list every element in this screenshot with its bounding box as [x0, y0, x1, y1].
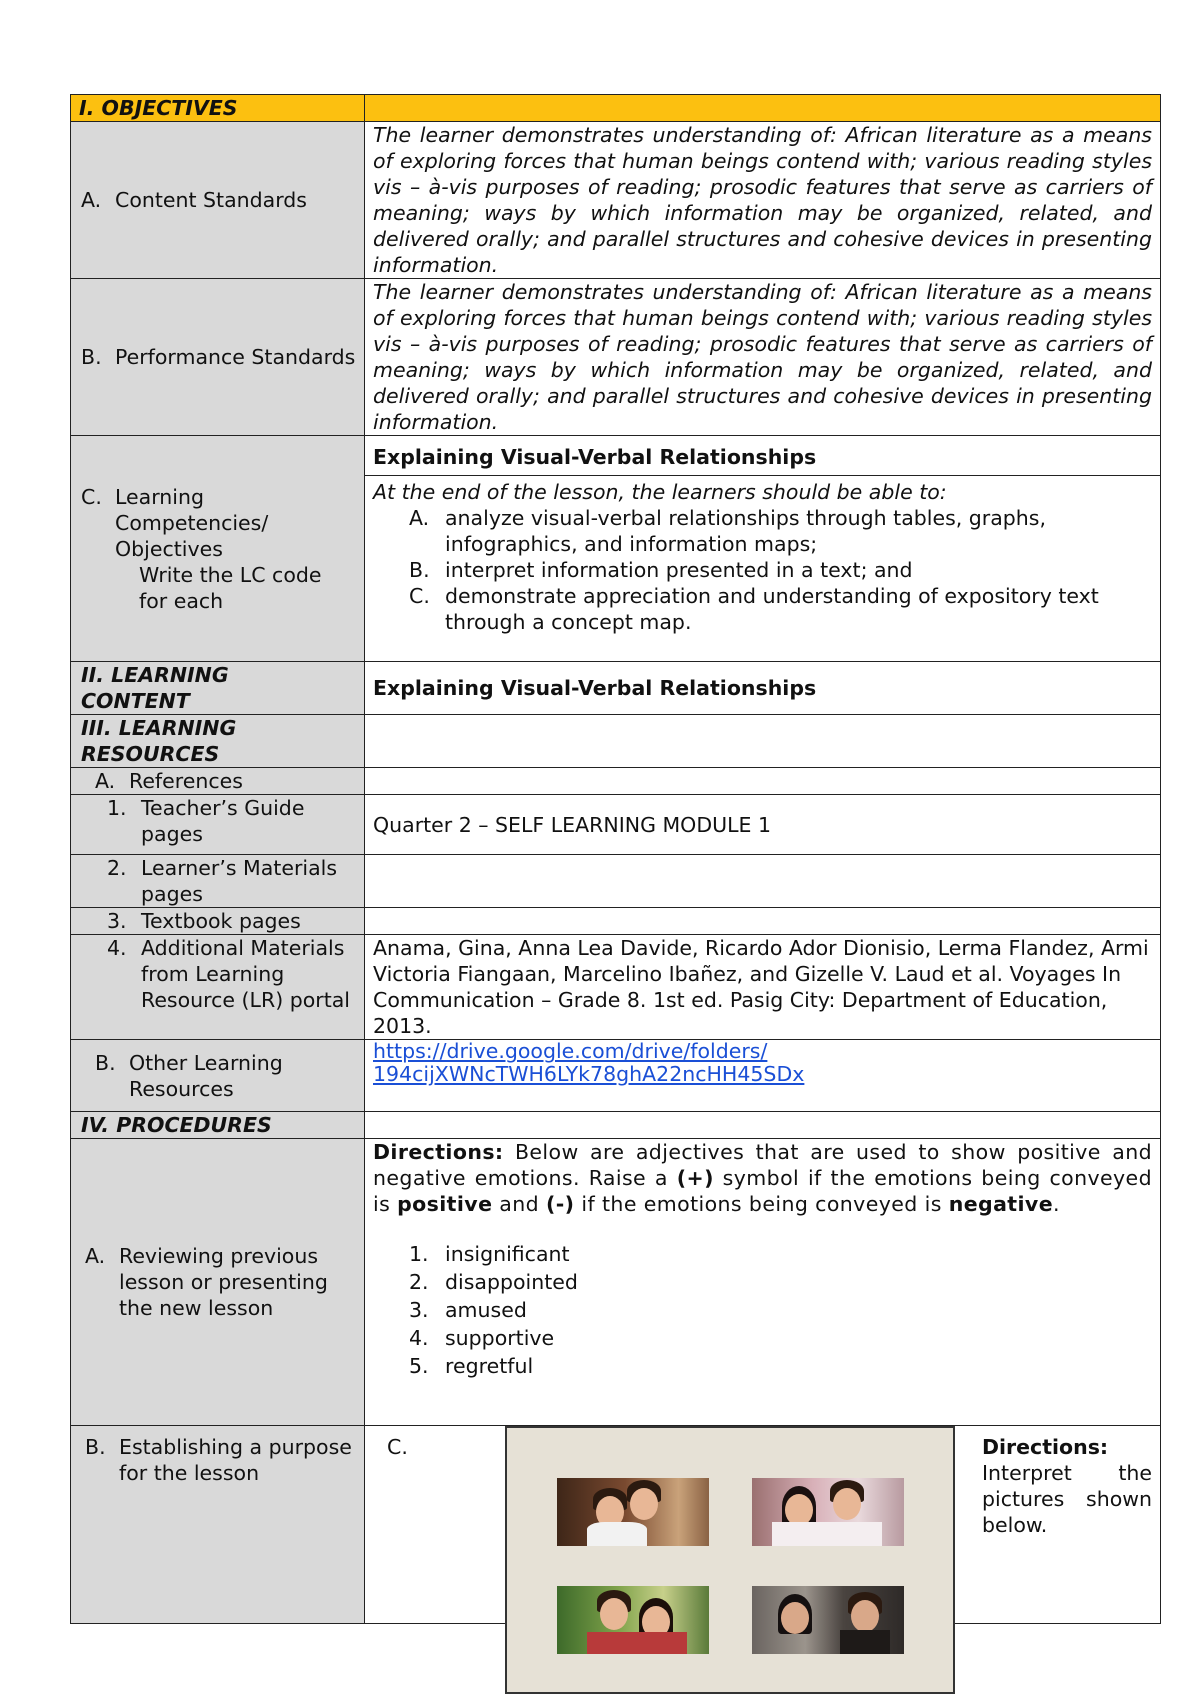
- list-text: demonstrate appreciation and understanding of expository text through a concept map.: [445, 584, 1099, 634]
- textbook-row: [71, 908, 1161, 935]
- list-marker: 2.: [409, 1270, 429, 1294]
- directions-label: Directions:: [373, 1140, 504, 1164]
- reviewing-label-text: Reviewing previous lesson or presenting the new lesson: [119, 1244, 328, 1320]
- textbook-marker: 3.: [107, 909, 127, 933]
- references-blank: [365, 768, 1161, 795]
- other-resources-marker: B.: [95, 1051, 116, 1075]
- objectives-heading: I. OBJECTIVES: [71, 95, 365, 122]
- reviewing-content: [365, 1139, 1161, 1426]
- establishing-label-text: Establishing a purpose for the lesson: [119, 1435, 352, 1485]
- reviewing-label: [71, 1139, 365, 1426]
- negative-word: negative: [948, 1192, 1054, 1216]
- competencies-marker: C.: [81, 484, 102, 509]
- competencies-note: Write the LC code for each: [139, 562, 322, 613]
- list-item: [373, 505, 1152, 557]
- competencies-label: [71, 436, 365, 662]
- performance-standards-label-text: Performance Standards: [115, 345, 356, 369]
- directions-text: and: [492, 1192, 546, 1216]
- procedures-row: [71, 1112, 1161, 1139]
- learning-content-heading-text: II. LEARNING CONTENT: [81, 663, 229, 713]
- learning-resources-heading: [71, 715, 365, 768]
- list-marker: B.: [409, 558, 430, 582]
- plus-symbol: (+): [676, 1166, 714, 1190]
- objectives-header-blank: [365, 95, 1161, 122]
- drive-folder-link[interactable]: [373, 1039, 804, 1086]
- lesson-plan-table: [70, 94, 1161, 1624]
- list-item: [373, 1352, 1152, 1380]
- references-row: [71, 768, 1161, 795]
- list-item: [373, 583, 1152, 635]
- drive-link-line1[interactable]: https://drive.google.com/drive/folders/: [373, 1039, 768, 1063]
- learners-materials-marker: 2.: [107, 856, 127, 880]
- other-resources-label-text: Other Learning Resources: [129, 1051, 283, 1101]
- content-standards-text: The learner demonstrates understanding of: African literature as a means of exploring forces that human beings contend with; various reading styles vis – à-vis purposes of reading; prosodic features that serve as carriers of meaning; ways by which information may be organized, related, and delivered orally; and parallel structures and cohesive devices in presenting information.: [365, 122, 1161, 279]
- photo-couple-2: [752, 1478, 904, 1546]
- performance-standards-text: The learner demonstrates understanding of: African literature as a means of exploring forces that human beings contend with; various reading styles vis – à-vis purposes of reading; prosodic features that serve as carriers of meaning; ways by which information may be organized, related, and delivered orally; and parallel structures and cohesive devices in presenting information.: [365, 279, 1161, 436]
- other-resources-row: [71, 1040, 1161, 1112]
- establishing-sub-marker: C.: [387, 1435, 408, 1459]
- list-text: amused: [445, 1298, 527, 1322]
- list-marker: C.: [409, 584, 430, 608]
- teachers-guide-marker: 1.: [107, 796, 127, 820]
- procedures-heading: IV. PROCEDURES: [71, 1112, 365, 1139]
- list-item: [373, 1296, 1152, 1324]
- references-marker: A.: [95, 769, 116, 793]
- reviewing-marker: A.: [85, 1244, 106, 1268]
- other-resources-value: [365, 1040, 1161, 1112]
- establishing-label: [71, 1426, 365, 1624]
- establishing-directions-label: Directions:: [982, 1435, 1109, 1459]
- competencies-label-text: Learning Competencies/ Objectives: [115, 484, 269, 561]
- learning-resources-heading-text: III. LEARNING RESOURCES: [81, 716, 237, 766]
- learners-materials-label: [71, 855, 365, 908]
- additional-materials-value: Anama, Gina, Anna Lea Davide, Ricardo Ador Dionisio, Lerma Flandez, Armi Victoria Fiangaan, Marcelino Ibañez, and Gizelle V. Laud et al. Voyages In Communication – Grade 8. 1st ed. Pasig City: Department of Education, 2013.: [365, 935, 1161, 1040]
- other-resources-label: [71, 1040, 365, 1112]
- minus-symbol: (-): [545, 1192, 575, 1216]
- list-item: [373, 1240, 1152, 1268]
- drive-link-line2[interactable]: 194cijXWNcTWH6LYk78ghA22ncHH45SDx: [373, 1062, 805, 1086]
- directions-text: symbol if the emotions being conveyed is: [373, 1166, 1152, 1216]
- directions-period: .: [1053, 1192, 1060, 1216]
- references-label-text: References: [129, 769, 243, 793]
- textbook-label: [71, 908, 365, 935]
- list-text: regretful: [445, 1354, 534, 1378]
- learners-materials-row: [71, 855, 1161, 908]
- list-text: disappointed: [445, 1270, 578, 1294]
- establishing-directions-text: Interpret the pictures shown below.: [982, 1461, 1152, 1537]
- performance-standards-label: [71, 279, 365, 436]
- list-marker: 5.: [409, 1354, 429, 1378]
- content-standards-label: [71, 122, 365, 279]
- learning-content-row: [71, 662, 1161, 715]
- procedures-blank: [365, 1112, 1161, 1139]
- additional-materials-marker: 4.: [107, 936, 127, 960]
- photo-couple-4: [752, 1586, 904, 1654]
- additional-materials-label-text: Additional Materials from Learning Resource (LR) portal: [141, 936, 350, 1012]
- competencies-title: Explaining Visual-Verbal Relationships: [373, 445, 817, 469]
- competencies-row: [71, 436, 1161, 662]
- teachers-guide-label-text: Teacher’s Guide pages: [141, 796, 305, 846]
- competencies-content: [365, 436, 1161, 662]
- list-marker: A.: [409, 506, 430, 530]
- list-text: interpret information presented in a text; and: [445, 558, 913, 582]
- list-marker: 3.: [409, 1298, 429, 1322]
- competencies-list: [373, 505, 1152, 635]
- directions-text: if the emotions being conveyed is: [574, 1192, 949, 1216]
- establishing-directions: [982, 1434, 1152, 1538]
- adjective-list: [373, 1240, 1152, 1380]
- directions-text: Below are adjectives that are used to show positive and negative emotions. Raise a: [373, 1140, 1152, 1190]
- list-item: [373, 557, 1152, 583]
- content-standards-marker: A.: [81, 188, 102, 212]
- teachers-guide-row: [71, 795, 1161, 855]
- photo-couple-3: [557, 1586, 709, 1654]
- references-label: [71, 768, 365, 795]
- learning-resources-row: [71, 715, 1161, 768]
- performance-standards-row: [71, 279, 1161, 436]
- competencies-intro: At the end of the lesson, the learners should be able to:: [373, 480, 947, 504]
- reviewing-directions: [373, 1139, 1152, 1217]
- additional-materials-label: [71, 935, 365, 1040]
- list-item: [373, 1324, 1152, 1352]
- teachers-guide-value: Quarter 2 – SELF LEARNING MODULE 1: [365, 795, 1161, 855]
- performance-standards-marker: B.: [81, 345, 102, 369]
- learning-content-heading: [71, 662, 365, 715]
- textbook-blank: [365, 908, 1161, 935]
- content-standards-row: [71, 122, 1161, 279]
- reviewing-row: [71, 1139, 1161, 1426]
- list-text: supportive: [445, 1326, 555, 1350]
- list-marker: 4.: [409, 1326, 429, 1350]
- objectives-header-row: [71, 95, 1161, 122]
- list-marker: 1.: [409, 1242, 429, 1266]
- learners-materials-label-text: Learner’s Materials pages: [141, 856, 338, 906]
- textbook-label-text: Textbook pages: [141, 909, 301, 933]
- photo-couple-1: [557, 1478, 709, 1546]
- additional-materials-row: [71, 935, 1161, 1040]
- list-text: analyze visual-verbal relationships through tables, graphs, infographics, and information maps;: [445, 506, 1046, 556]
- learning-content-value: Explaining Visual-Verbal Relationships: [365, 662, 1161, 715]
- teachers-guide-label: [71, 795, 365, 855]
- list-item: [373, 1268, 1152, 1296]
- content-standards-label-text: Content Standards: [115, 188, 307, 212]
- list-text: insignificant: [445, 1242, 570, 1266]
- learning-resources-blank: [365, 715, 1161, 768]
- learners-materials-blank: [365, 855, 1161, 908]
- photo-collage: [505, 1426, 955, 1694]
- positive-word: positive: [397, 1192, 493, 1216]
- establishing-marker: B.: [85, 1435, 106, 1459]
